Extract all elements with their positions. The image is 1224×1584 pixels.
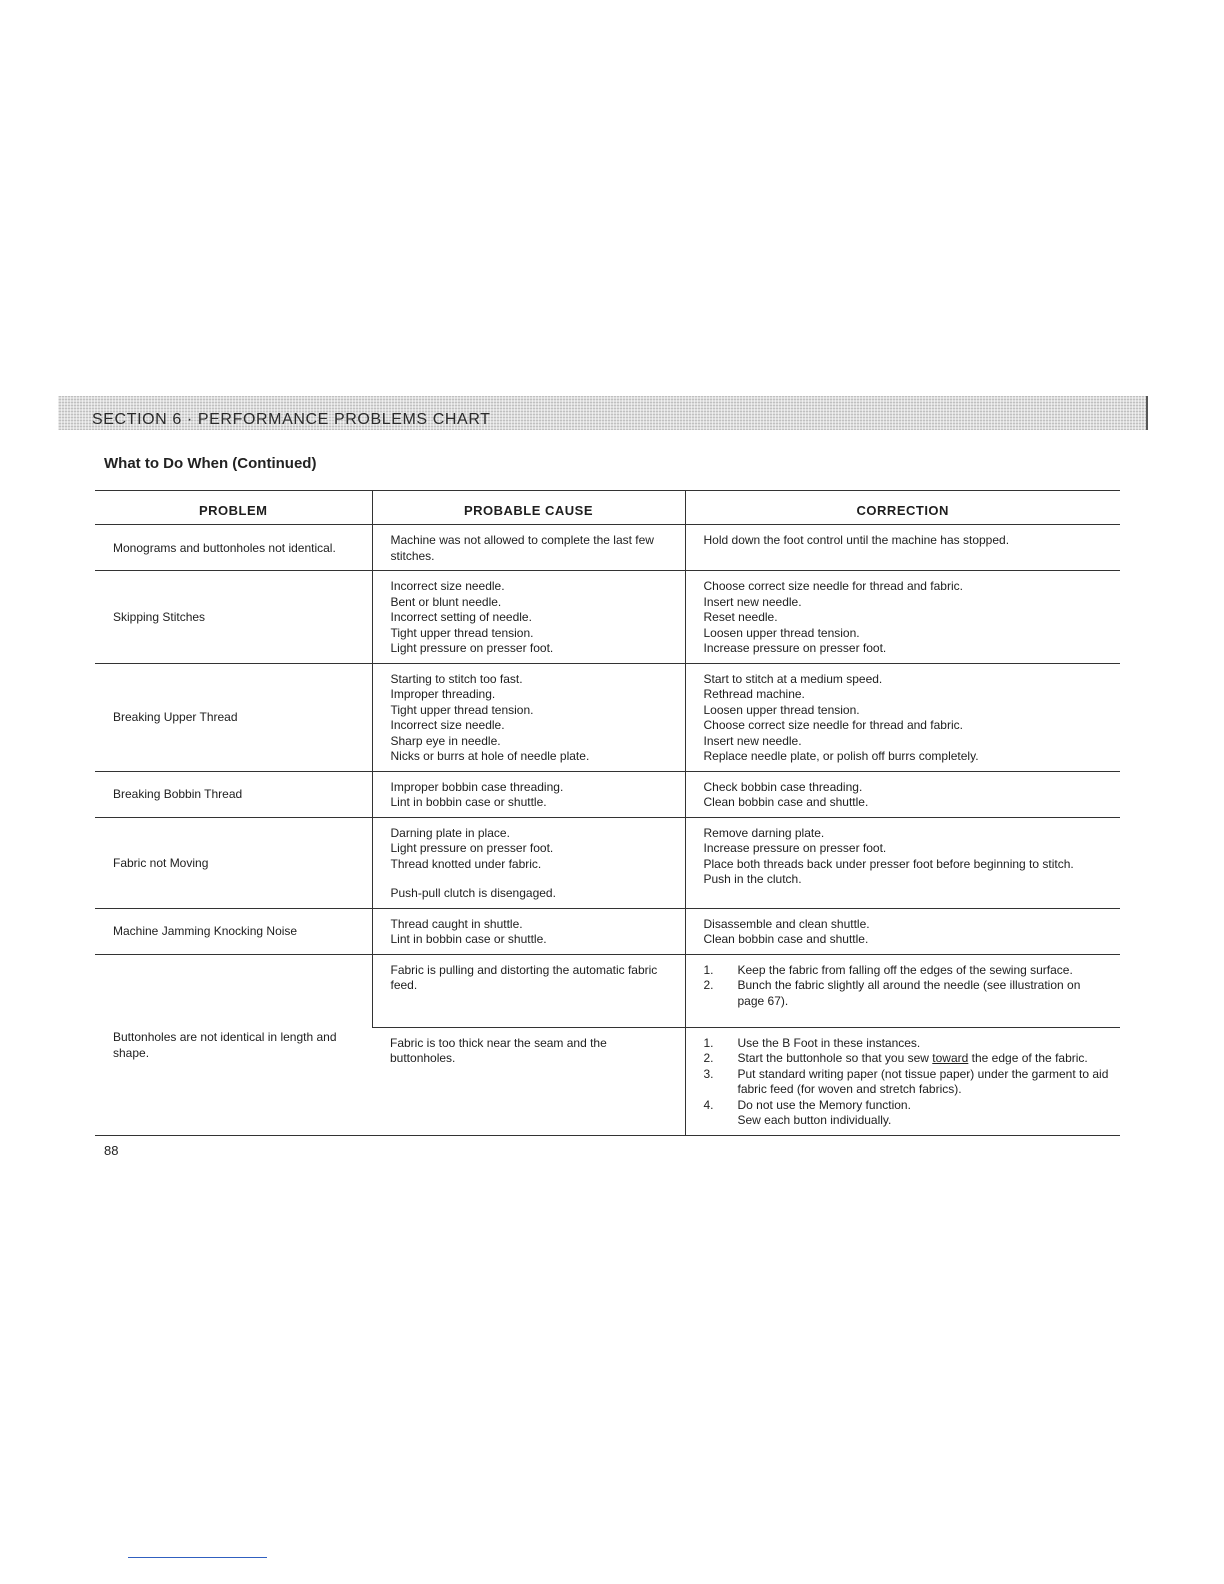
step-text: Keep the fabric from falling off the edges of the sewing surface.: [737, 962, 1073, 977]
cause-line: Incorrect size needle.: [390, 579, 505, 593]
step-number: 1.: [703, 962, 714, 977]
correction-line: Place both threads back under presser foot before beginning to stitch.: [703, 856, 1074, 871]
cause-cell: [372, 908, 685, 954]
cause-line: Thread caught in shuttle.: [390, 916, 523, 931]
cause-cell: [372, 954, 685, 1027]
step-text-extra: Sew each button individually.: [737, 1113, 892, 1127]
cause-line: Fabric is too thick near the seam and the buttonholes.: [390, 1035, 607, 1065]
step-text: Bunch the fabric slightly all around the needle (see illustration on page 67).: [737, 978, 1081, 1008]
correction-cell: [685, 817, 1120, 908]
cause-cell: [372, 571, 685, 664]
step-number: 4.: [703, 1097, 714, 1112]
table-row: [95, 663, 1120, 771]
cause-cell: [372, 663, 685, 771]
correction-cell: [685, 954, 1120, 1027]
problem-cell: Machine Jamming Knocking Noise: [95, 908, 372, 954]
correction-cell: [685, 908, 1120, 954]
page-number: 88: [104, 1143, 119, 1158]
correction-line: Choose correct size needle for thread and fabric.: [703, 718, 963, 732]
step-item: [704, 1098, 1111, 1129]
correction-line: Push in the clutch.: [703, 872, 802, 886]
problem-cell: Breaking Upper Thread: [95, 663, 372, 771]
step-text-pre: Start the buttonhole so that you sew: [737, 1051, 933, 1065]
cause-line: Fabric is pulling and distorting the automatic fabric feed.: [390, 962, 658, 992]
step-text: [738, 1098, 911, 1129]
table-row: [95, 571, 1120, 664]
table-row: [95, 954, 1120, 1027]
step-item: [704, 978, 1111, 1009]
cause-line: Machine was not allowed to complete the last few stitches.: [390, 533, 654, 563]
table-row: [95, 771, 1120, 817]
cause-line: Tight upper thread tension.: [390, 625, 534, 640]
cause-line: Lint in bobbin case or shuttle.: [390, 795, 547, 809]
page-subtitle: What to Do When (Continued): [104, 455, 317, 472]
cause-line: Light pressure on presser foot.: [390, 841, 554, 855]
correction-line: Reset needle.: [703, 610, 778, 624]
cause-line: Darning plate in place.: [390, 825, 510, 840]
cause-line: Improper threading.: [390, 687, 496, 701]
section-title: SECTION 6 · PERFORMANCE PROBLEMS CHART: [92, 411, 491, 428]
correction-line: Replace needle plate, or polish off burrs completely.: [703, 749, 979, 763]
correction-line: Rethread machine.: [703, 687, 805, 701]
step-item: [704, 1067, 1111, 1098]
problems-table-container: [95, 490, 1120, 1136]
step-text: Use the B Foot in these instances.: [737, 1035, 921, 1050]
correction-cell: [685, 663, 1120, 771]
column-header-correction: CORRECTION: [685, 491, 1120, 525]
step-number: 1.: [703, 1035, 714, 1050]
correction-line: Insert new needle.: [703, 594, 802, 609]
problem-cell: Breaking Bobbin Thread: [95, 771, 372, 817]
step-item: [704, 963, 1111, 979]
correction-line: Loosen upper thread tension.: [703, 625, 860, 640]
correction-line: Check bobbin case threading.: [703, 779, 863, 794]
problem-cell: Skipping Stitches: [95, 571, 372, 664]
section-banner: [58, 396, 1148, 430]
cause-cell: [372, 1027, 685, 1135]
correction-line: Choose correct size needle for thread and fabric.: [703, 579, 963, 593]
cause-line: Tight upper thread tension.: [390, 702, 534, 717]
cause-line: Incorrect setting of needle.: [390, 610, 532, 624]
problems-table: [95, 490, 1120, 1136]
correction-line: Increase pressure on presser foot.: [703, 841, 887, 855]
correction-line: Hold down the foot control until the machine has stopped.: [703, 533, 1010, 547]
column-header-problem: PROBLEM: [95, 491, 372, 525]
correction-cell: [685, 771, 1120, 817]
correction-line: Loosen upper thread tension.: [703, 702, 860, 717]
correction-line: Remove darning plate.: [703, 825, 825, 840]
step-text: Put standard writing paper (not tissue paper) under the garment to aid fabric feed (for woven and stretch fabrics).: [737, 1066, 1109, 1096]
cause-line: Incorrect size needle.: [390, 718, 505, 732]
correction-line: Start to stitch at a medium speed.: [703, 671, 883, 686]
correction-steps: [704, 963, 1111, 1010]
problem-cell: Fabric not Moving: [95, 817, 372, 908]
step-number: 2.: [703, 978, 714, 992]
problem-cell: Monograms and buttonholes not identical.: [95, 525, 372, 571]
column-header-probable-cause: PROBABLE CAUSE: [372, 491, 685, 525]
cause-line: Light pressure on presser foot.: [390, 641, 554, 655]
step-text-post: the edge of the fabric.: [968, 1051, 1088, 1065]
cause-line: Push-pull clutch is disengaged.: [390, 886, 556, 900]
step-text-main: Do not use the Memory function.: [737, 1097, 911, 1112]
correction-cell: [685, 571, 1120, 664]
table-row: [95, 817, 1120, 908]
footer-rule: [128, 1557, 267, 1558]
step-item: [704, 1051, 1111, 1067]
problem-cell: Buttonholes are not identical in length and shape.: [95, 954, 372, 1135]
correction-steps: [704, 1036, 1111, 1129]
step-text-underlined: toward: [932, 1051, 969, 1065]
cause-line: Thread knotted under fabric.: [390, 856, 542, 871]
cause-line: Sharp eye in needle.: [390, 733, 501, 748]
correction-cell: [685, 525, 1120, 571]
step-text: [738, 1051, 1088, 1067]
cause-cell: [372, 771, 685, 817]
cause-line: Improper bobbin case threading.: [390, 779, 564, 794]
correction-line: Clean bobbin case and shuttle.: [703, 932, 869, 946]
correction-line: Increase pressure on presser foot.: [703, 641, 887, 655]
table-row: [95, 908, 1120, 954]
correction-line: Clean bobbin case and shuttle.: [703, 795, 869, 809]
cause-cell: [372, 817, 685, 908]
table-header-row: [95, 491, 1120, 525]
cause-line: Bent or blunt needle.: [390, 594, 502, 609]
cause-line: Lint in bobbin case or shuttle.: [390, 932, 547, 946]
step-number: 2.: [703, 1051, 714, 1065]
correction-line: Disassemble and clean shuttle.: [703, 916, 870, 931]
cause-line: Nicks or burrs at hole of needle plate.: [390, 749, 590, 763]
correction-line: Insert new needle.: [703, 733, 802, 748]
cause-cell: [372, 525, 685, 571]
table-row: [95, 525, 1120, 571]
correction-cell: [685, 1027, 1120, 1135]
cause-line: Starting to stitch too fast.: [390, 671, 523, 686]
line-gap: [391, 872, 675, 886]
step-item: [704, 1036, 1111, 1052]
step-number: 3.: [703, 1066, 714, 1081]
